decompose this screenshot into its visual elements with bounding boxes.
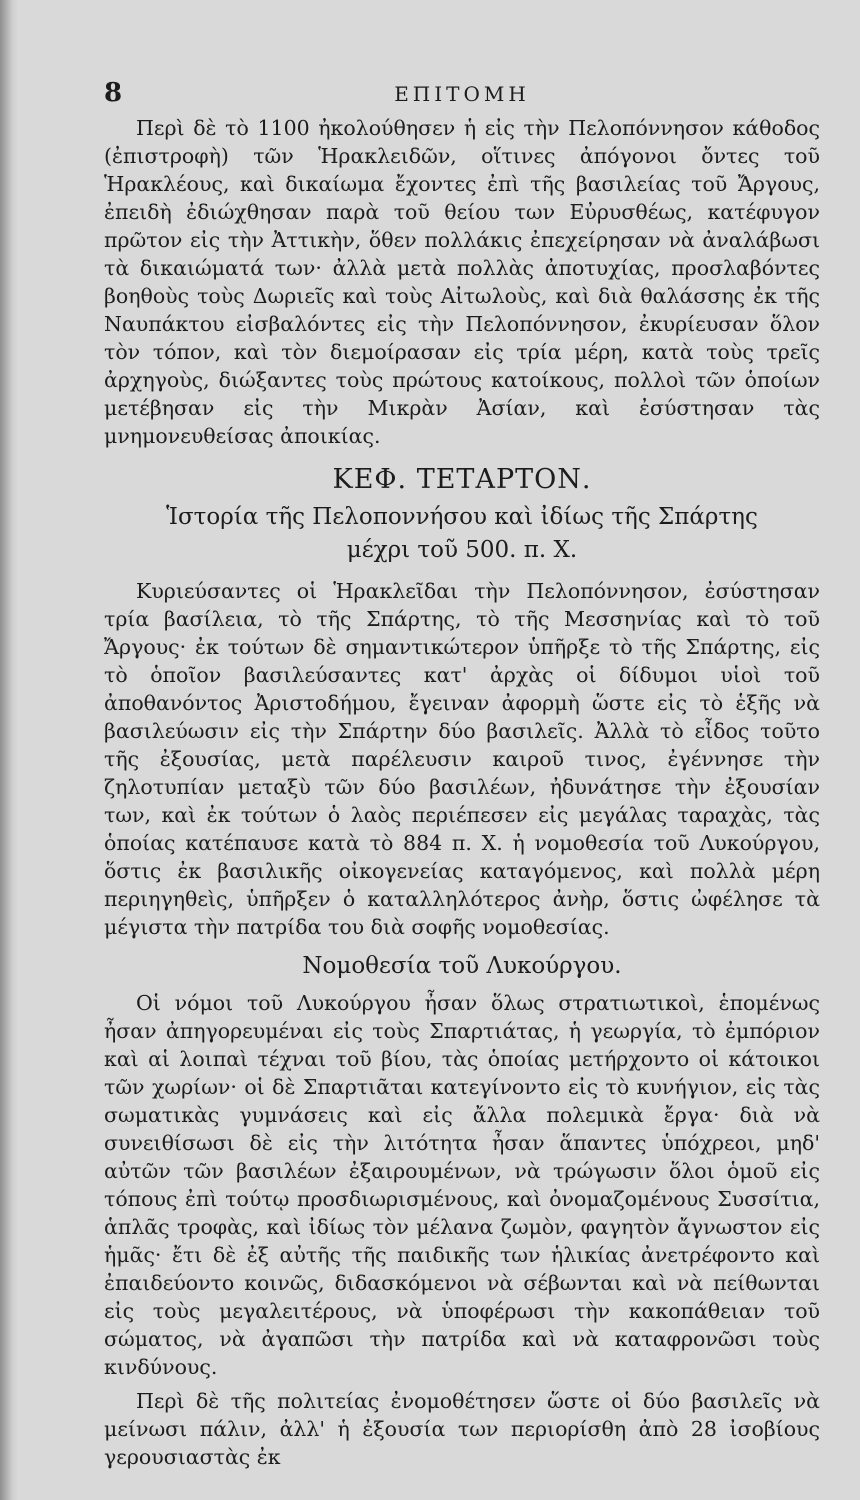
section-heading: Νομοθεσία τοῦ Λυκούργου. [302, 953, 622, 979]
chapter-subtitle [104, 501, 820, 567]
paragraph-heraclidae: Περὶ δὲ τὸ 1100 ἠκολούθησεν ἡ εἰς τὴν Πελοπόννησον κάθοδος (ἐπιστροφὴ) τῶν Ἡρακλειδῶν, οἵτινες ἀπόγονοι ὄντες τοῦ Ἡρακλέους, καὶ δικαίωμα ἔχοντες ἐπὶ τῆς βασιλείας τοῦ Ἄργους, ἐπειδὴ ἐδιώχθησαν παρὰ τοῦ θείου των Εὐρυσθέως, κατέφυγον πρῶτον εἰς τὴν Ἀττικὴν, ὅθεν πολλάκις ἐπεχείρησαν νὰ ἀναλάβωσι τὰ δικαιώματά των· ἀλλὰ μετὰ πολλὰς ἀποτυχίας, προσλαβόντες βοηθοὺς τοὺς Δωριεῖς καὶ τοὺς Αἰτωλοὺς, καὶ διὰ θαλάσσης ἐκ τῆς Ναυπάκτου εἰσβαλόντες εἰς τὴν Πελοπόννησον, ἐκυρίευσαν ὅλον τὸν τόπον, καὶ τὸν διεμοίρασαν εἰς τρία μέρη, κατὰ τοὺς τρεῖς ἀρχηγοὺς, διώξαντες τοὺς πρώτους κατοίκους, πολλοὶ τῶν ὁποίων μετέβησαν εἰς τὴν Μικρὰν Ἀσίαν, καὶ ἐσύστησαν τὰς μνημονευθείσας ἀποικίας. [104, 116, 820, 448]
chapter-subtitle-line-2: μέχρι τοῦ 500. π. Χ. [346, 537, 578, 563]
chapter-heading: ΚΕΦ. ΤΕΤΑΡΤΟΝ. [332, 464, 592, 495]
paragraph-polity: Περὶ δὲ τῆς πολιτείας ἐνομοθέτησεν ὥστε οἱ δύο βασιλεῖς νὰ μείνωσι πάλιν, ἀλλ' ἡ ἐξουσία των περιορίσθη ἀπὸ 28 ἰσοβίους γερουσιαστὰς ἐκ [104, 1389, 820, 1469]
paragraph-sparta-kingdoms: Κυριεύσαντες οἱ Ἡρακλεῖδαι τὴν Πελοπόννησον, ἐσύστησαν τρία βασίλεια, τὸ τῆς Σπάρτης, τὸ τῆς Μεσσηνίας καὶ τὸ τοῦ Ἄργους· ἐκ τούτων δὲ σημαντικώτερον ὑπῆρξε τὸ τῆς Σπάρτης, εἰς τὸ ὁποῖον βασιλεύσαντες κατ' ἀρχὰς οἱ δίδυμοι υἱοὶ τοῦ ἀποθανόντος Ἀριστοδήμου, ἔγειναν ἀφορμὴ ὥστε εἰς τὸ ἑξῆς νὰ βασιλεύωσιν εἰς τὴν Σπάρτην δύο βασιλεῖς. Ἀλλὰ τὸ εἶδος τοῦτο τῆς ἐξουσίας, μετὰ παρέλευσιν καιροῦ τινος, ἐγέννησε τὴν ζηλοτυπίαν μεταξὺ τῶν δύο βασιλέων, ἠδυνάτησε τὴν ἐξουσίαν των, καὶ ἐκ τούτων ὁ λαὸς περιέπεσεν εἰς μεγάλας ταραχὰς, τὰς ὁποίας κατέπαυσε κατὰ τὸ 884 π. Χ. ἡ νομοθεσία τοῦ Λυκούργου, ὅστις ἐκ βασιλικῆς οἰκογενείας καταγόμενος, καὶ πολλὰ μέρη περιηγηθεὶς, ὑπῆρξεν ὁ καταλληλότερος ἀνὴρ, ὅστις ὠφέλησε τὰ μέγιστα τὴν πατρίδα του διὰ σοφῆς νομοθεσίας. [104, 579, 820, 939]
chapter-subtitle-line-1: Ἱστορία τῆς Πελοποννήσου καὶ ἰδίως τῆς Σπάρτης [166, 504, 758, 530]
page-number: 8 [104, 78, 123, 108]
running-head [104, 78, 820, 114]
running-title: ΕΠΙΤΟΜΗ [394, 82, 530, 106]
paragraph-lycurgus-laws: Οἱ νόμοι τοῦ Λυκούργου ἦσαν ὅλως στρατιωτικοὶ, ἑπομένως ἦσαν ἀπηγορευμέναι εἰς τοὺς Σπαρτιάτας, ἡ γεωργία, τὸ ἐμπόριον καὶ αἱ λοιπαὶ τέχναι τοῦ βίου, τὰς ὁποίας μετήρχοντο οἱ κάτοικοι τῶν χωρίων· οἱ δὲ Σπαρτιᾶται κατεγίνοντο εἰς τὸ κυνήγιον, εἰς τὰς σωματικὰς γυμνάσεις καὶ εἰς ἄλλα πολεμικὰ ἔργα· διὰ νὰ συνειθίσωσι δὲ εἰς τὴν λιτότητα ἦσαν ἅπαντες ὑπόχρεοι, μηδ' αὐτῶν τῶν βασιλέων ἐξαιρουμένων, νὰ τρώγωσιν ὅλοι ὁμοῦ εἰς τόπους ἐπὶ τούτῳ προσδιωρισμένους, καὶ ὀνομαζομένους Συσσίτια, ἁπλᾶς τροφὰς, καὶ ἰδίως τὸν μέλανα ζωμὸν, φαγητὸν ἄγνωστον εἰς ἡμᾶς· ἔτι δὲ ἐξ αὐτῆς τῆς παιδικῆς των ἡλικίας ἀνετρέφοντο καὶ ἐπαιδεύοντο κοινῶς, διδασκόμενοι νὰ σέβωνται καὶ νὰ πείθωνται εἰς τοὺς μεγαλειτέρους, νὰ ὑποφέρωσι τὴν κακοπάθειαν τοῦ σώματος, νὰ ἀγαπῶσι τὴν πατρίδα καὶ νὰ καταφρονῶσι τοὺς κινδύνους. [104, 991, 820, 1379]
page-edge-shadow [0, 0, 18, 1500]
